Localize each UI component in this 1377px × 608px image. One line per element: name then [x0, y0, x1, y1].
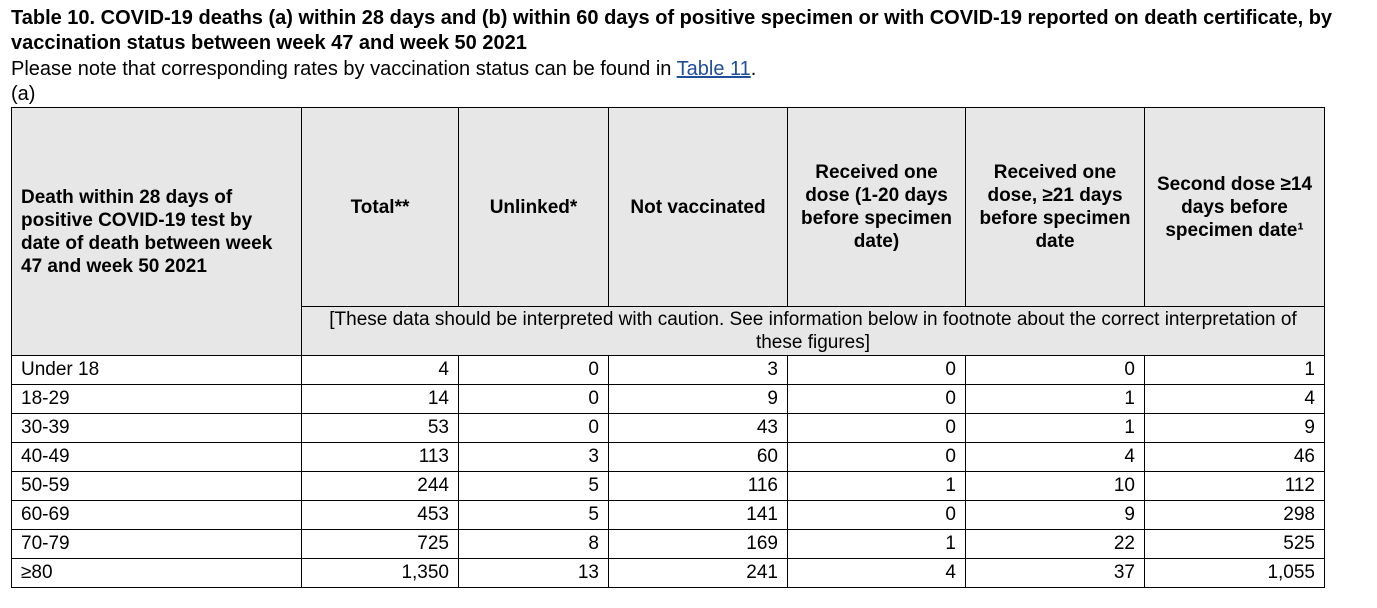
not-vaccinated-cell: 43: [609, 414, 788, 443]
note-prefix: Please note that corresponding rates by vaccination status can be found in: [11, 58, 677, 80]
one-dose-1-20-cell: 0: [788, 385, 966, 414]
note-text: [11, 57, 756, 82]
caution-note: [These data should be interpreted with caution. See information below in footnote about the correct interpretation of these figures]: [302, 307, 1325, 356]
total-cell: 725: [302, 530, 459, 559]
age-cell: 30-39: [12, 414, 302, 443]
table-title: Table 10. COVID-19 deaths (a) within 28 days and (b) within 60 days of positive specimen or with COVID-19 reported on death certificate, by vaccination status between week 47 and week 50 2021: [11, 7, 1333, 54]
table-11-link[interactable]: Table 11: [676, 58, 751, 80]
one-dose-21-plus-cell: 4: [966, 443, 1145, 472]
col-header-unlinked: Unlinked*: [459, 108, 609, 307]
second-dose-cell: 9: [1145, 414, 1325, 443]
sub-label: (a): [11, 83, 36, 105]
row-header: Death within 28 days of positive COVID-19 test by date of death between week 47 and week 50 2021: [12, 108, 302, 356]
table-row: [12, 356, 1325, 385]
unlinked-cell: 8: [459, 530, 609, 559]
total-cell: 4: [302, 356, 459, 385]
unlinked-cell: 0: [459, 414, 609, 443]
total-cell: 113: [302, 443, 459, 472]
age-cell: Under 18: [12, 356, 302, 385]
col-header-not-vaccinated: Not vaccinated: [609, 108, 788, 307]
one-dose-21-plus-cell: 22: [966, 530, 1145, 559]
one-dose-21-plus-cell: 0: [966, 356, 1145, 385]
total-cell: 244: [302, 472, 459, 501]
table-row: [12, 385, 1325, 414]
one-dose-1-20-cell: 0: [788, 443, 966, 472]
col-header-second-dose: Second dose ≥14 days before specimen date¹: [1145, 108, 1325, 307]
col-header-total: Total**: [302, 108, 459, 307]
unlinked-cell: 13: [459, 559, 609, 588]
not-vaccinated-cell: 60: [609, 443, 788, 472]
one-dose-1-20-cell: 0: [788, 356, 966, 385]
second-dose-cell: 46: [1145, 443, 1325, 472]
age-cell: 40-49: [12, 443, 302, 472]
second-dose-cell: 1: [1145, 356, 1325, 385]
one-dose-1-20-cell: 0: [788, 414, 966, 443]
col-header-one-dose-1-20: Received one dose (1-20 days before specimen date): [788, 108, 966, 307]
second-dose-cell: 4: [1145, 385, 1325, 414]
note-suffix: .: [750, 58, 757, 80]
total-cell: 453: [302, 501, 459, 530]
one-dose-21-plus-cell: 10: [966, 472, 1145, 501]
age-cell: 60-69: [12, 501, 302, 530]
second-dose-cell: 298: [1145, 501, 1325, 530]
not-vaccinated-cell: 3: [609, 356, 788, 385]
one-dose-1-20-cell: 4: [788, 559, 966, 588]
one-dose-1-20-cell: 0: [788, 501, 966, 530]
unlinked-cell: 0: [459, 356, 609, 385]
table-body: [12, 356, 1325, 588]
one-dose-21-plus-cell: 37: [966, 559, 1145, 588]
table-row: [12, 443, 1325, 472]
second-dose-cell: 1,055: [1145, 559, 1325, 588]
age-cell: 70-79: [12, 530, 302, 559]
header-row: [12, 108, 1325, 307]
one-dose-21-plus-cell: 1: [966, 385, 1145, 414]
unlinked-cell: 0: [459, 385, 609, 414]
total-cell: 53: [302, 414, 459, 443]
table-row: [12, 414, 1325, 443]
col-header-one-dose-21-plus: Received one dose, ≥21 days before specimen date: [966, 108, 1145, 307]
second-dose-cell: 112: [1145, 472, 1325, 501]
not-vaccinated-cell: 241: [609, 559, 788, 588]
table-row: [12, 530, 1325, 559]
one-dose-21-plus-cell: 9: [966, 501, 1145, 530]
age-cell: 50-59: [12, 472, 302, 501]
unlinked-cell: 5: [459, 501, 609, 530]
not-vaccinated-cell: 141: [609, 501, 788, 530]
one-dose-21-plus-cell: 1: [966, 414, 1145, 443]
not-vaccinated-cell: 9: [609, 385, 788, 414]
not-vaccinated-cell: 116: [609, 472, 788, 501]
table-row: [12, 472, 1325, 501]
not-vaccinated-cell: 169: [609, 530, 788, 559]
total-cell: 1,350: [302, 559, 459, 588]
age-cell: ≥80: [12, 559, 302, 588]
one-dose-1-20-cell: 1: [788, 472, 966, 501]
deaths-table: [11, 107, 1325, 588]
age-cell: 18-29: [12, 385, 302, 414]
unlinked-cell: 3: [459, 443, 609, 472]
table-row: [12, 501, 1325, 530]
one-dose-1-20-cell: 1: [788, 530, 966, 559]
total-cell: 14: [302, 385, 459, 414]
unlinked-cell: 5: [459, 472, 609, 501]
second-dose-cell: 525: [1145, 530, 1325, 559]
table-row: [12, 559, 1325, 588]
